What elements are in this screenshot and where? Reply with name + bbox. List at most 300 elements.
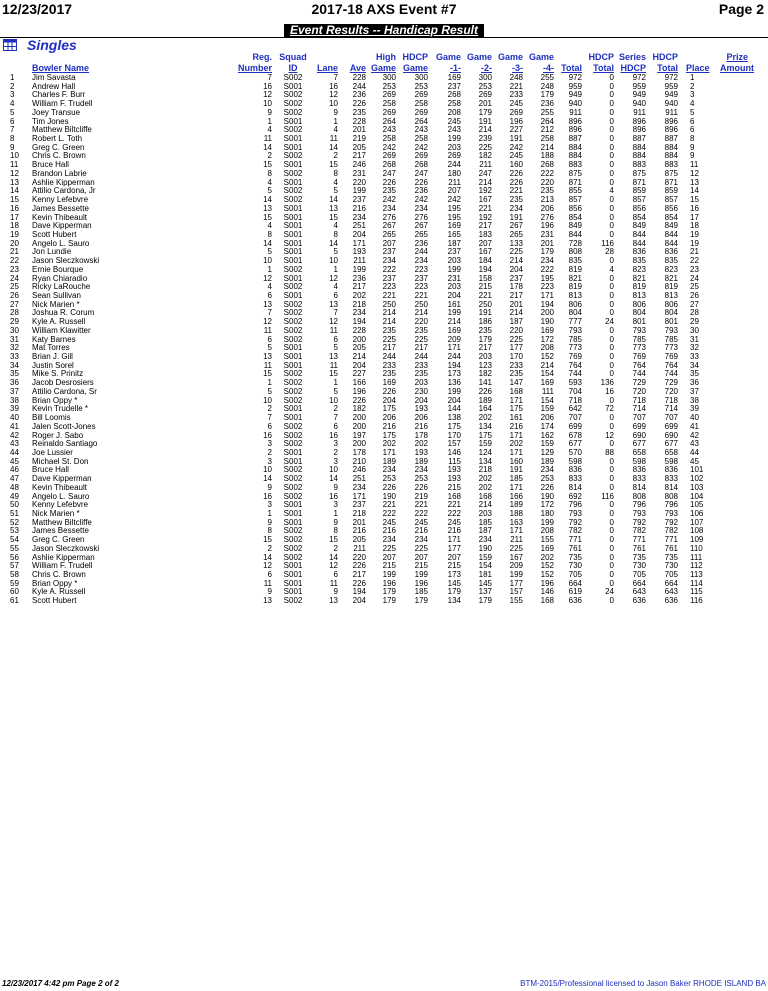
cell-hdcp-game: 269 [414,90,428,100]
cell-game-1: 144 [447,404,461,414]
report-subtitle: Event Results -- Handicap Result [284,24,484,37]
cell-series-hdcp: 949 [632,90,646,100]
col-high-game-2: Game [370,63,396,73]
cell-hdcp-game: 193 [414,404,428,414]
col-hdcp-total-2: Total [593,63,614,73]
cell-bowler-name: Angelo L. Sauro [32,238,90,248]
cell-squad-id: S001 [283,570,303,580]
col-squad-label-1: Squad [279,52,307,62]
cell-hdcp-total: 0 [609,282,614,292]
cell-game-4: 258 [540,134,554,144]
cell-series-hdcp: 836 [632,465,646,475]
cell-hdcp-game: 217 [414,343,428,353]
cell-place: 106 [690,509,704,518]
cell-place: 26 [690,291,699,300]
cell-hdcp-game: 234 [414,535,428,545]
cell-hdcp-game: 236 [414,238,428,248]
cell-hdcp-game: 242 [414,142,428,152]
cell-place: 29 [690,317,699,327]
cell-row-number: 4 [10,99,15,109]
cell-hdcp-total-2: 664 [664,578,678,588]
cell-hdcp-total-2: 821 [664,273,678,283]
cell-squad-id: S002 [283,299,303,309]
cell-game-2: 247 [478,168,492,178]
cell-series-hdcp: 793 [632,325,646,335]
cell-place: 15 [690,195,699,205]
cell-hdcp-total-2: 730 [664,561,678,571]
cell-reg-number: 2 [267,447,272,457]
cell-place: 30 [690,325,699,335]
cell-game-3: 147 [509,378,523,388]
cell-bowler-name: Dave Kipperman [32,474,92,484]
cell-hdcp-total-2: 833 [664,474,678,484]
cell-game-2: 234 [478,535,492,545]
cell-place: 9 [690,142,695,152]
cell-bowler-name: Brian Oppy * [32,395,78,405]
cell-lane: 7 [333,73,338,82]
cell-game-1: 165 [447,229,461,239]
cell-average: 220 [352,552,366,562]
cell-lane: 2 [333,404,338,414]
cell-game-1: 237 [447,81,461,91]
table-row [0,318,768,326]
cell-hdcp-total: 0 [609,221,614,231]
cell-game-3: 201 [509,299,523,309]
cell-bowler-name: Joey Transue [32,107,81,117]
cell-high-game: 264 [382,116,396,126]
cell-reg-number: 10 [263,465,272,475]
cell-series-hdcp: 718 [632,395,646,405]
cell-total: 728 [568,238,582,248]
cell-hdcp-total: 0 [609,360,614,370]
cell-series-hdcp: 833 [632,474,646,484]
table-row [0,327,768,335]
cell-high-game: 226 [382,386,396,396]
cell-reg-number: 6 [267,570,272,580]
cell-squad-id: S001 [283,116,303,126]
cell-series-hdcp: 785 [632,334,646,344]
cell-game-3: 133 [509,238,523,248]
cell-series-hdcp: 859 [632,186,646,196]
cell-row-number: 3 [10,90,15,100]
cell-hdcp-total-2: 875 [664,168,678,178]
cell-row-number: 35 [10,369,19,379]
cell-hdcp-total-2: 896 [664,125,678,135]
cell-series-hdcp: 677 [632,439,646,449]
cell-hdcp-total-2: 849 [664,221,678,231]
cell-high-game: 175 [382,404,396,414]
cell-game-4: 268 [540,160,554,170]
cell-game-3: 235 [509,369,523,379]
cell-average: 204 [352,360,366,370]
cell-total: 959 [568,81,582,91]
cell-high-game: 234 [382,535,396,545]
col-game4-2: -4- [543,63,554,73]
cell-hdcp-total: 0 [609,90,614,100]
cell-game-1: 207 [447,186,461,196]
cell-average: 202 [352,291,366,300]
cell-reg-number: 7 [267,308,272,318]
cell-game-4: 196 [540,578,554,588]
cell-place: 114 [690,578,703,588]
cell-place: 8 [690,134,695,144]
cell-high-game: 269 [382,107,396,117]
cell-hdcp-total: 0 [609,273,614,283]
cell-game-3: 199 [509,570,523,580]
cell-reg-number: 10 [263,395,272,405]
cell-game-4: 174 [540,421,554,431]
cell-hdcp-game: 235 [414,325,428,335]
cell-place: 35 [690,369,699,379]
cell-average: 194 [352,587,366,597]
cell-row-number: 15 [10,195,19,205]
cell-hdcp-game: 234 [414,256,428,266]
cell-place: 116 [690,596,703,606]
table-row [0,510,768,518]
cell-series-hdcp: 720 [632,386,646,396]
cell-lane: 4 [333,221,338,231]
cell-high-game: 171 [382,447,396,457]
cell-hdcp-total-2: 707 [664,413,678,423]
cell-row-number: 17 [10,212,19,222]
cell-game-2: 226 [478,386,492,396]
cell-hdcp-game: 250 [414,299,428,309]
cell-hdcp-total-2: 699 [664,421,678,431]
cell-game-1: 244 [447,352,461,362]
cell-game-1: 145 [447,578,461,588]
cell-high-game: 237 [382,273,396,283]
cell-total: 570 [568,447,582,457]
col-game4-1: Game [528,52,554,62]
cell-total: 972 [568,73,582,82]
cell-hdcp-game: 222 [414,509,428,518]
cell-lane: 16 [329,81,338,91]
cell-game-3: 171 [509,430,523,440]
cell-average: 226 [352,578,366,588]
cell-hdcp-total-2: 854 [664,212,678,222]
cell-reg-number: 12 [263,561,272,571]
cell-high-game: 196 [382,578,396,588]
cell-game-4: 208 [540,343,554,353]
cell-reg-number: 8 [267,526,272,536]
cell-game-2: 253 [478,81,492,91]
cell-game-2: 185 [478,517,492,527]
cell-game-2: 183 [478,229,492,239]
cell-game-2: 214 [478,125,492,135]
cell-game-4: 190 [540,491,554,501]
cell-lane: 4 [333,282,338,292]
cell-hdcp-total-2: 844 [664,238,678,248]
cell-hdcp-total-2: 871 [664,177,678,187]
cell-place: 28 [690,308,699,318]
cell-place: 6 [690,125,695,135]
cell-row-number: 9 [10,142,15,152]
cell-game-3: 202 [509,439,523,449]
cell-squad-id: S001 [283,160,303,170]
cell-high-game: 189 [382,456,396,466]
cell-high-game: 214 [382,317,396,327]
cell-hdcp-total-2: 643 [664,587,678,597]
cell-squad-id: S001 [283,203,303,213]
cell-bowler-name: Chris C. Brown [32,570,86,580]
cell-hdcp-total: 0 [609,73,614,82]
cell-total: 664 [568,578,582,588]
cell-squad-id: S001 [283,177,303,187]
cell-game-2: 154 [478,561,492,571]
cell-high-game: 267 [382,221,396,231]
cell-total: 806 [568,299,582,309]
cell-series-hdcp: 887 [632,134,646,144]
cell-game-4: 248 [540,81,554,91]
cell-squad-id: S002 [283,308,303,318]
cell-row-number: 2 [10,81,15,91]
cell-hdcp-game: 237 [414,273,428,283]
cell-game-4: 235 [540,186,554,196]
col-prize-2: Amount [720,63,754,73]
cell-reg-number: 12 [263,90,272,100]
cell-hdcp-game: 215 [414,561,428,571]
cell-place: 27 [690,299,699,309]
cell-game-2: 194 [478,264,492,274]
col-lane: Lane [316,63,338,73]
cell-game-2: 189 [478,395,492,405]
cell-hdcp-game: 179 [414,596,428,606]
cell-hdcp-total: 0 [609,509,614,518]
cell-game-3: 160 [509,456,523,466]
report-date: 12/23/2017 [2,1,73,17]
cell-hdcp-total-2: 836 [664,247,678,257]
cell-game-1: 169 [447,221,461,231]
cell-place: 115 [690,587,703,597]
cell-row-number: 44 [10,447,19,457]
cell-hdcp-total-2: 801 [664,317,678,327]
cell-squad-id: S002 [283,73,303,82]
cell-row-number: 36 [10,378,19,388]
cell-game-1: 208 [447,107,461,117]
cell-place: 13 [690,177,699,187]
cell-game-3: 221 [509,186,523,196]
cell-place: 11 [690,160,699,170]
cell-bowler-name: Andrew Hall [32,81,76,91]
cell-game-2: 190 [478,543,492,553]
cell-game-4: 169 [540,543,554,553]
cell-hdcp-total-2: 718 [664,395,678,405]
cell-game-3: 245 [509,99,523,109]
cell-hdcp-total: 4 [609,186,614,196]
cell-average: 200 [352,439,366,449]
cell-game-3: 217 [509,291,523,300]
cell-game-1: 243 [447,125,461,135]
cell-hdcp-total-2: 836 [664,465,678,475]
cell-hdcp-total: 0 [609,535,614,545]
cell-squad-id: S002 [283,168,303,178]
cell-place: 33 [690,352,699,362]
cell-bowler-name: Greg C. Green [32,535,85,545]
cell-average: 171 [352,491,366,501]
cell-reg-number: 10 [263,99,272,109]
cell-row-number: 46 [10,465,19,475]
cell-hdcp-game: 258 [414,99,428,109]
cell-lane: 5 [333,386,338,396]
cell-row-number: 47 [10,474,19,484]
cell-game-2: 124 [478,447,492,457]
cell-row-number: 59 [10,578,19,588]
cell-hdcp-total: 0 [609,299,614,309]
cell-squad-id: S001 [283,587,303,597]
cell-hdcp-game: 269 [414,151,428,161]
cell-lane: 15 [329,212,338,222]
cell-total: 884 [568,142,582,152]
cell-high-game: 300 [382,73,396,82]
cell-hdcp-game: 207 [414,552,428,562]
cell-total: 896 [568,125,582,135]
cell-series-hdcp: 769 [632,352,646,362]
cell-hdcp-total: 0 [609,517,614,527]
cell-game-4: 168 [540,596,554,606]
cell-bowler-name: Attilio Cardona, Sr [32,386,97,396]
cell-place: 40 [690,413,699,423]
cell-hdcp-game: 226 [414,177,428,187]
cell-hdcp-game: 214 [414,308,428,318]
cell-game-2: 239 [478,134,492,144]
cell-squad-id: S002 [283,195,303,205]
cell-game-4: 214 [540,142,554,152]
cell-bowler-name: Sean Sullivan [32,291,81,300]
cell-total: 833 [568,474,582,484]
cell-hdcp-game: 276 [414,212,428,222]
cell-place: 4 [690,99,695,109]
cell-row-number: 5 [10,107,15,117]
cell-total: 884 [568,151,582,161]
cell-place: 19 [690,238,699,248]
cell-place: 34 [690,360,699,370]
cell-total: 777 [568,317,582,327]
cell-hdcp-game: 264 [414,116,428,126]
cell-high-game: 225 [382,543,396,553]
cell-row-number: 40 [10,413,19,423]
cell-bowler-name: Scott Hubert [32,229,77,239]
cell-game-3: 189 [509,500,523,510]
cell-row-number: 55 [10,543,19,553]
cell-hdcp-total-2: 896 [664,116,678,126]
cell-total: 705 [568,570,582,580]
cell-game-2: 179 [478,596,492,606]
cell-reg-number: 16 [263,81,272,91]
cell-hdcp-total-2: 884 [664,142,678,152]
cell-average: 204 [352,229,366,239]
cell-high-game: 226 [382,482,396,492]
cell-bowler-name: Brian J. Gill [32,352,73,362]
cell-bowler-name: Ashlie Kipperman [32,177,95,187]
cell-hdcp-game: 226 [414,482,428,492]
cell-row-number: 52 [10,517,19,527]
cell-place: 113 [690,570,703,580]
table-row [0,100,768,108]
cell-series-hdcp: 707 [632,413,646,423]
cell-game-4: 220 [540,177,554,187]
col-squad-label-2: ID [288,63,298,73]
cell-series-hdcp: 844 [632,238,646,248]
col-reg-label-2: Number [237,63,272,73]
cell-series-hdcp: 854 [632,212,646,222]
cell-hdcp-total: 4 [609,264,614,274]
cell-lane: 10 [329,465,338,475]
cell-lane: 14 [329,195,338,205]
cell-game-3: 237 [509,273,523,283]
cell-place: 24 [690,273,699,283]
cell-game-1: 171 [447,343,461,353]
cell-hdcp-total-2: 844 [664,229,678,239]
cell-average: 227 [352,369,366,379]
cell-game-4: 255 [540,73,554,82]
cell-total: 844 [568,229,582,239]
cell-row-number: 54 [10,535,19,545]
cell-game-4: 171 [540,291,554,300]
cell-game-1: 193 [447,465,461,475]
cell-game-1: 157 [447,439,461,449]
cell-game-2: 202 [478,474,492,484]
cell-hdcp-game: 219 [414,491,428,501]
cell-total: 835 [568,256,582,266]
cell-series-hdcp: 714 [632,404,646,414]
cell-row-number: 39 [10,404,19,414]
cell-game-3: 265 [509,229,523,239]
cell-hdcp-game: 235 [414,369,428,379]
cell-squad-id: S002 [283,526,303,536]
cell-total: 808 [568,247,582,257]
cell-game-4: 162 [540,430,554,440]
cell-game-2: 158 [478,273,492,283]
cell-game-1: 203 [447,256,461,266]
cell-total: 887 [568,134,582,144]
cell-hdcp-total-2: 690 [664,430,678,440]
cell-hdcp-total: 0 [609,439,614,449]
cell-game-4: 159 [540,439,554,449]
cell-average: 226 [352,561,366,571]
cell-game-1: 171 [447,535,461,545]
cell-average: 219 [352,134,366,144]
cell-game-1: 199 [447,308,461,318]
cell-total: 769 [568,352,582,362]
cell-game-3: 191 [509,212,523,222]
cell-hdcp-total-2: 884 [664,151,678,161]
cell-hdcp-game: 189 [414,456,428,466]
cell-bowler-name: Katy Barnes [32,334,76,344]
cell-lane: 3 [333,439,338,449]
cell-high-game: 247 [382,168,396,178]
cell-squad-id: S001 [283,517,303,527]
cell-game-3: 226 [509,177,523,187]
cell-hdcp-total-2: 806 [664,299,678,309]
cell-game-1: 216 [447,526,461,536]
cell-hdcp-total: 0 [609,308,614,318]
cell-reg-number: 2 [267,404,272,414]
cell-game-3: 235 [509,195,523,205]
cell-game-1: 199 [447,264,461,274]
cell-reg-number: 14 [263,195,272,205]
cell-game-1: 199 [447,134,461,144]
cell-game-1: 245 [447,116,461,126]
cell-row-number: 49 [10,491,19,501]
cell-average: 217 [352,282,366,292]
cell-row-number: 25 [10,282,19,292]
cell-hdcp-total: 0 [609,465,614,475]
col-game1-1: Game [435,52,461,62]
cell-reg-number: 13 [263,299,272,309]
cell-hdcp-game: 225 [414,543,428,553]
cell-game-3: 191 [509,134,523,144]
cell-game-2: 181 [478,570,492,580]
